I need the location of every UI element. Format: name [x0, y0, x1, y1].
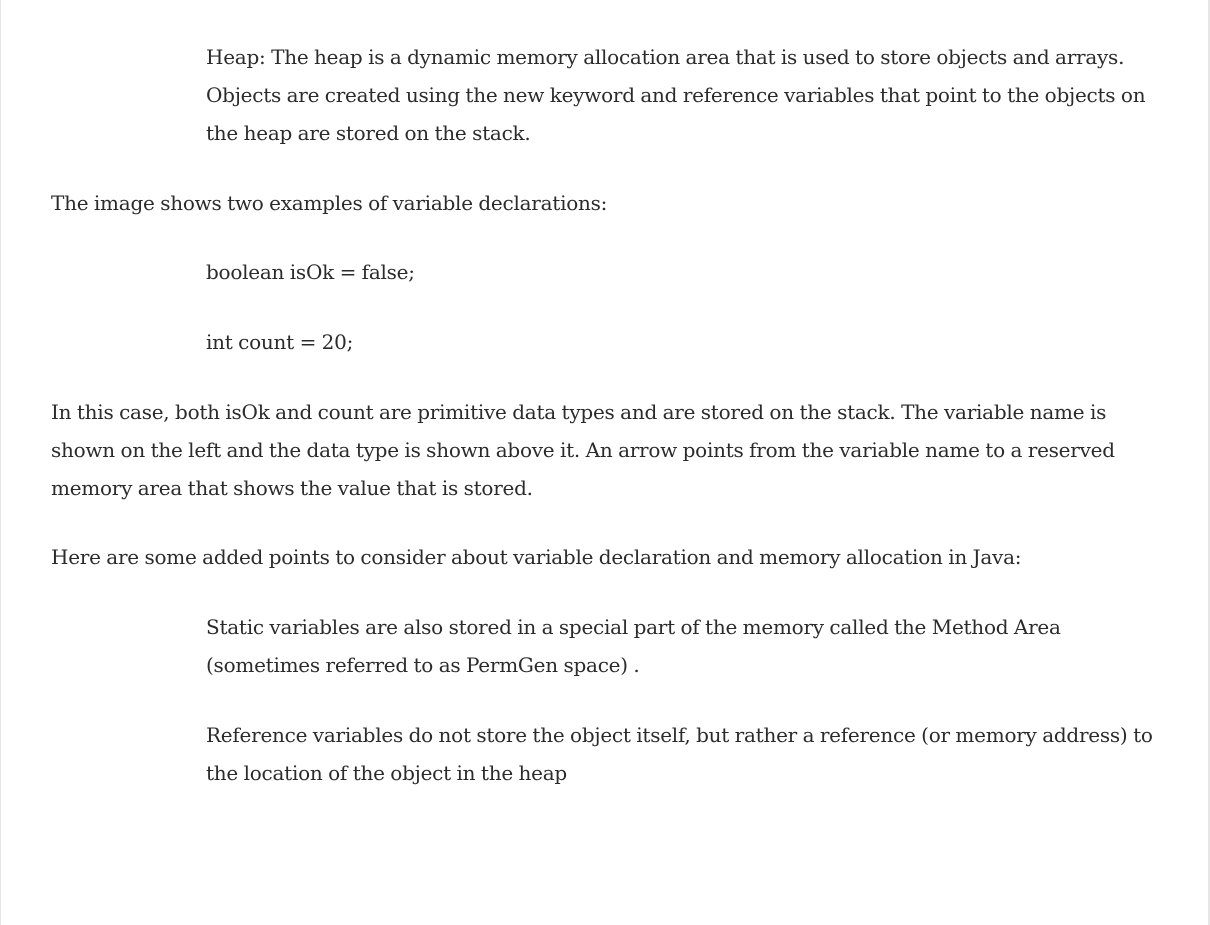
points-intro-paragraph: Here are some added points to consider about variable declaration and memory allocation in Java:	[51, 545, 1022, 569]
point-reference-variables: Reference variables do not store the object itself, but rather a reference (or memory address) to the location of the object in the heap	[206, 723, 1153, 785]
explanation-paragraph: In this case, both isOk and count are primitive data types and are stored on the stack. The variable name is shown on the left and the data type is shown above it. An arrow points from the variable name to a reserved memory area that shows the value that is stored.	[51, 400, 1115, 500]
code-example-boolean: boolean isOk = false;	[206, 260, 415, 284]
page-left-border	[0, 0, 1, 925]
heap-paragraph: Heap: The heap is a dynamic memory allocation area that is used to store objects and arrays. Objects are created using the new keyword and reference variables that point to the objects on the heap are stored on the stack.	[206, 45, 1146, 145]
code-example-int: int count = 20;	[206, 330, 354, 354]
point-static-variables: Static variables are also stored in a special part of the memory called the Method Area (sometimes referred to as PermGen space) .	[206, 615, 1061, 677]
examples-intro-paragraph: The image shows two examples of variable declarations:	[51, 191, 608, 215]
